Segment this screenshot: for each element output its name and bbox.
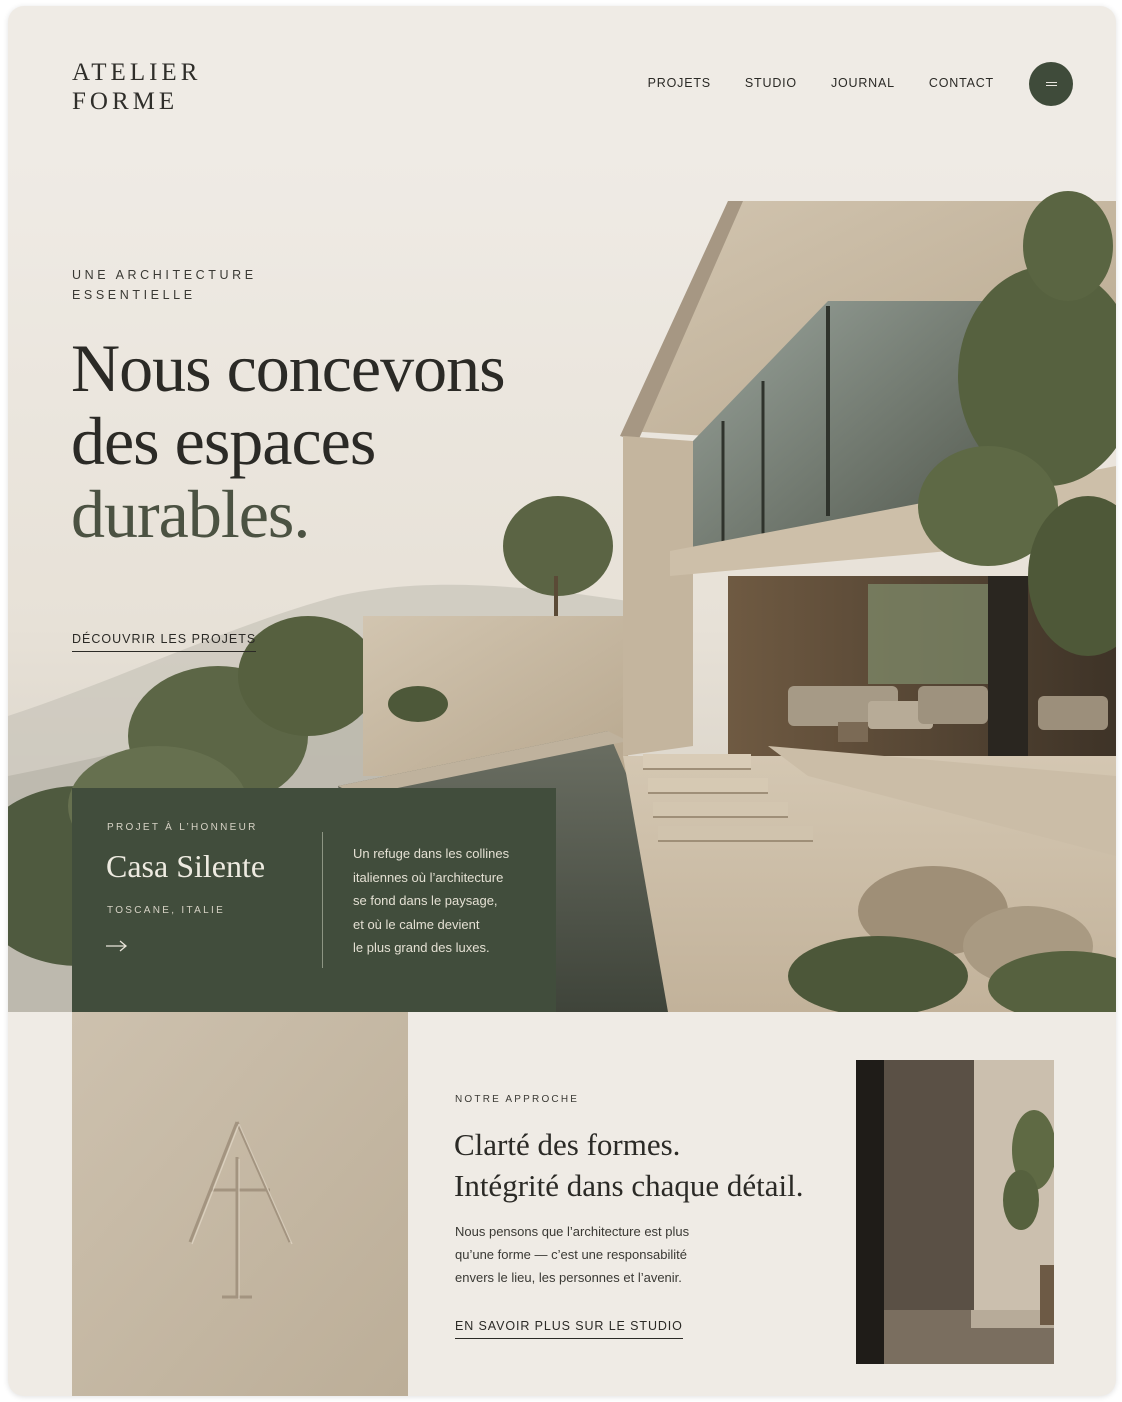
- featured-project-name: Casa Silente: [106, 848, 266, 884]
- brand-logo-line2: FORME: [72, 88, 179, 115]
- approach-body: [455, 1220, 689, 1289]
- brand-logo[interactable]: [72, 58, 201, 116]
- nav-item-projets[interactable]: PROJETS: [647, 76, 711, 90]
- approach-body-line: qu’une forme — c’est une responsabilité: [455, 1247, 687, 1262]
- approach-title-line2: Intégrité dans chaque détail.: [454, 1168, 804, 1203]
- featured-project-card[interactable]: [72, 788, 556, 1012]
- nav-item-contact[interactable]: CONTACT: [928, 76, 994, 90]
- arrow-right-icon[interactable]: [105, 938, 129, 954]
- approach-body-line: envers le lieu, les personnes et l’avenir.: [455, 1270, 682, 1285]
- featured-description-line: italiennes où l’architecture: [353, 869, 504, 885]
- hero-headline-line3: durables.: [71, 476, 310, 552]
- hero-eyebrow: [72, 265, 257, 305]
- hero-eyebrow-line2: ESSENTIELLE: [72, 288, 196, 302]
- menu-button[interactable]: [1029, 62, 1073, 106]
- featured-label: PROJET À L’HONNEUR: [107, 822, 258, 833]
- approach-title: [454, 1124, 803, 1206]
- page: [8, 6, 1116, 1396]
- approach-title-line1: Clarté des formes.: [454, 1127, 681, 1162]
- featured-description-line: Un refuge dans les collines: [353, 846, 510, 861]
- nav-item-studio[interactable]: STUDIO: [744, 76, 797, 90]
- hero-headline: [71, 332, 505, 551]
- featured-description-line: le plus grand des luxes.: [353, 940, 490, 956]
- hero-headline-line2: des espaces: [71, 403, 376, 479]
- featured-description-line: et où le calme devient: [353, 916, 480, 932]
- menu-icon: [1046, 80, 1057, 88]
- stone-monogram-panel: [72, 1012, 408, 1396]
- nav-item-journal[interactable]: JOURNAL: [830, 76, 895, 90]
- main-nav: [648, 76, 994, 90]
- approach-label: NOTRE APPROCHE: [455, 1094, 580, 1105]
- hero-headline-line1: Nous concevons: [71, 330, 505, 406]
- discover-projects-link[interactable]: DÉCOUVRIR LES PROJETS: [72, 632, 256, 652]
- approach-body-line: Nous pensons que l’architecture est plus: [455, 1224, 690, 1239]
- featured-project-location: TOSCANE, ITALIE: [107, 905, 226, 916]
- featured-description-line: se fond dans le paysage,: [353, 893, 498, 909]
- interior-photo: [856, 1060, 1054, 1364]
- studio-more-link[interactable]: EN SAVOIR PLUS SUR LE STUDIO: [455, 1319, 683, 1339]
- card-divider: [322, 832, 323, 968]
- hero-eyebrow-line1: UNE ARCHITECTURE: [72, 268, 257, 282]
- featured-description: [353, 842, 509, 960]
- brand-logo-line1: ATELIER: [72, 59, 202, 86]
